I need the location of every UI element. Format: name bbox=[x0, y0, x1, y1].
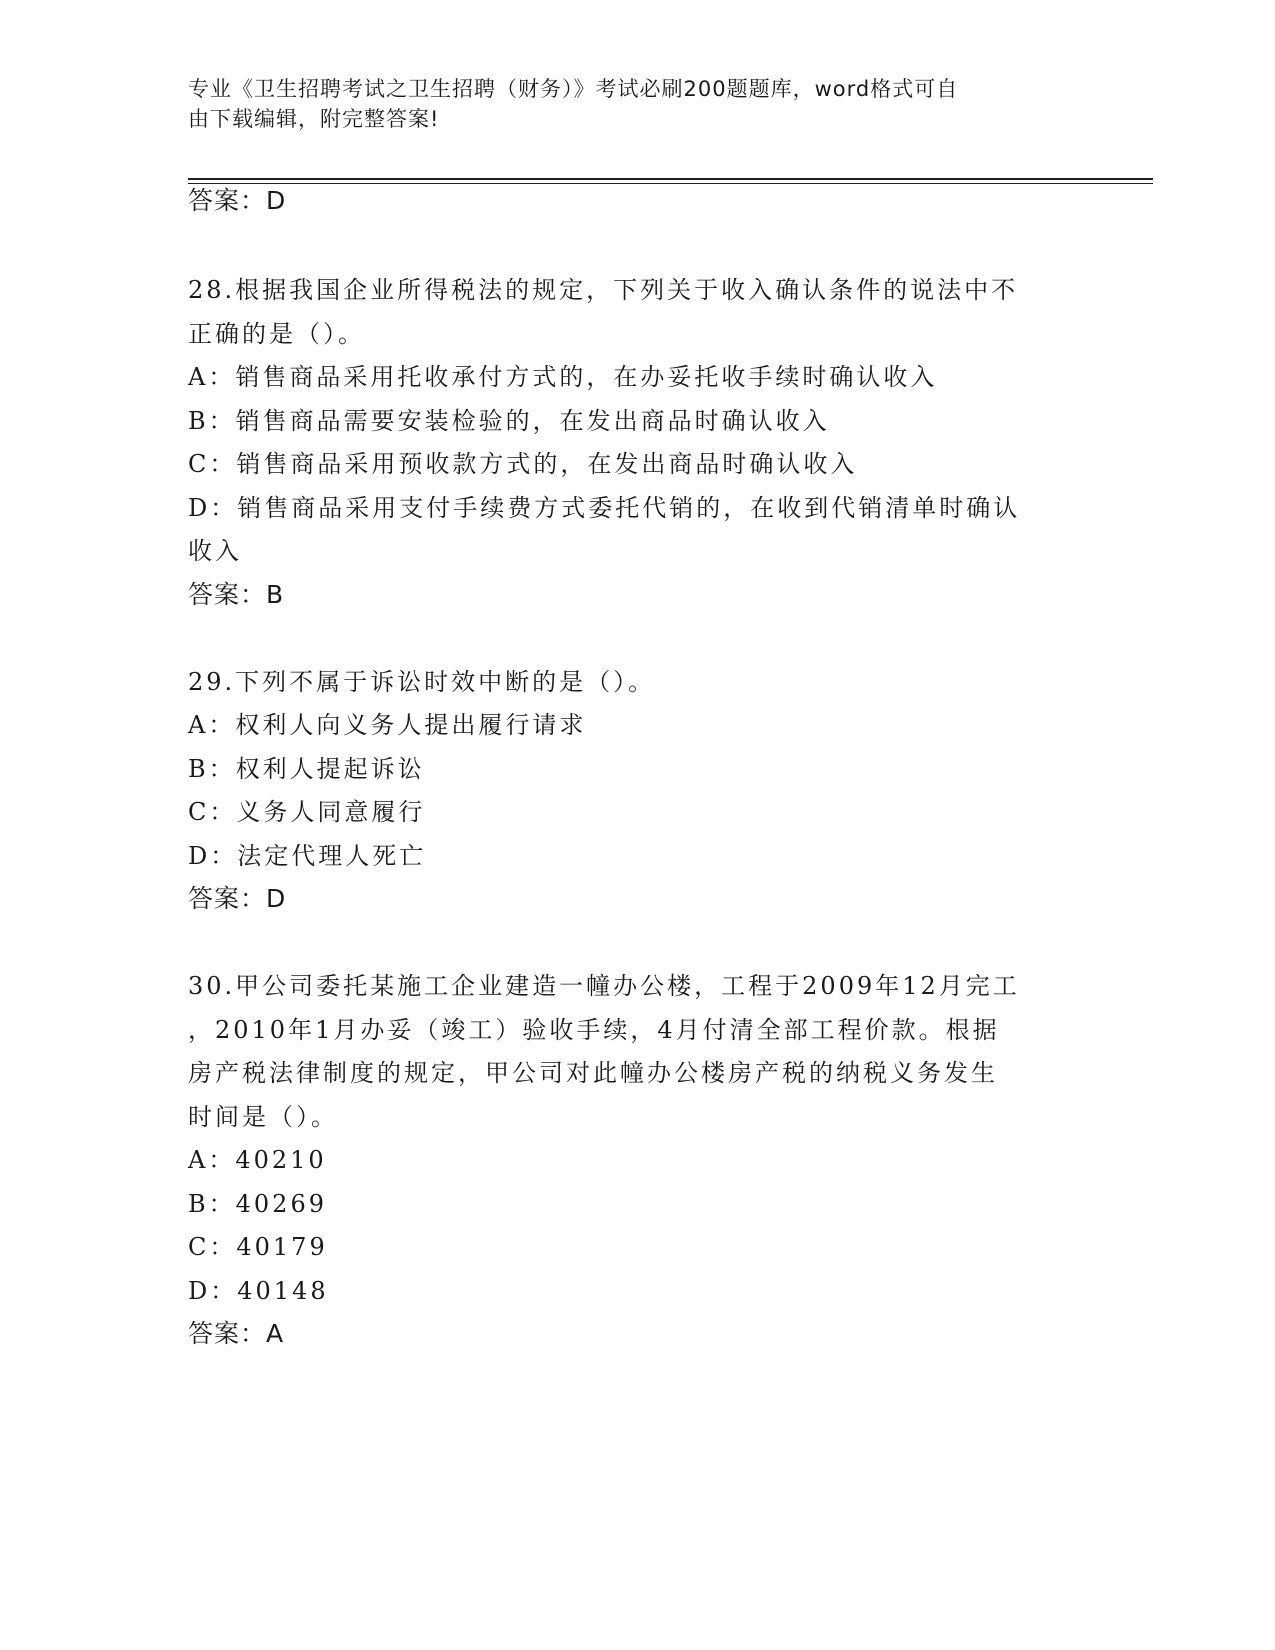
question-30-option-a: A：40210 bbox=[188, 1146, 327, 1174]
question-29-option-a: A：权利人向义务人提出履行请求 bbox=[188, 711, 587, 739]
header-divider-thin bbox=[188, 183, 1153, 184]
question-30-stem-line-1: 30.甲公司委托某施工企业建造一幢办公楼，工程于2009年12月完工 bbox=[188, 972, 1020, 1000]
document-title-line-1: 专业《卫生招聘考试之卫生招聘（财务）》考试必刷200题题库，word格式可自 bbox=[188, 77, 959, 101]
question-30-option-b: B：40269 bbox=[188, 1190, 327, 1218]
question-28-option-a: A：销售商品采用托收承付方式的，在办妥托收手续时确认收入 bbox=[188, 363, 938, 391]
header-divider-thick bbox=[188, 178, 1153, 180]
question-28-stem-line-2: 正确的是（）。 bbox=[188, 320, 365, 348]
question-30-answer: 答案：A bbox=[188, 1319, 285, 1348]
question-30-option-d: D：40148 bbox=[188, 1277, 329, 1305]
question-29-answer: 答案：D bbox=[188, 884, 287, 913]
question-30-option-c: C：40179 bbox=[188, 1233, 328, 1261]
question-30-stem-line-4: 时间是（）。 bbox=[188, 1103, 338, 1131]
question-28-option-b: B：销售商品需要安装检验的，在发出商品时确认收入 bbox=[188, 407, 830, 435]
question-30-stem-line-2: ，2010年1月办妥（竣工）验收手续，4月付清全部工程价款。根据 bbox=[188, 1016, 1000, 1044]
question-29-option-b: B：权利人提起诉讼 bbox=[188, 755, 425, 783]
question-29-stem: 29.下列不属于诉讼时效中断的是（）。 bbox=[188, 668, 656, 696]
question-28-option-d-line-1: D：销售商品采用支付手续费方式委托代销的，在收到代销清单时确认 bbox=[188, 494, 1021, 522]
previous-question-answer: 答案：D bbox=[188, 186, 287, 215]
question-28-option-c: C：销售商品采用预收款方式的，在发出商品时确认收入 bbox=[188, 450, 858, 478]
document-title bbox=[188, 74, 1068, 134]
question-28-option-d-line-2: 收入 bbox=[188, 537, 242, 565]
question-30-stem-line-3: 房产税法律制度的规定，甲公司对此幢办公楼房产税的纳税义务发生 bbox=[188, 1059, 998, 1087]
question-28-stem-line-1: 28.根据我国企业所得税法的规定，下列关于收入确认条件的说法中不 bbox=[188, 276, 1019, 304]
question-28-answer: 答案：B bbox=[188, 580, 285, 609]
document-title-line-2: 由下载编辑，附完整答案! bbox=[188, 107, 440, 131]
question-29-option-c: C：义务人同意履行 bbox=[188, 798, 426, 826]
question-29-option-d: D：法定代理人死亡 bbox=[188, 842, 427, 870]
